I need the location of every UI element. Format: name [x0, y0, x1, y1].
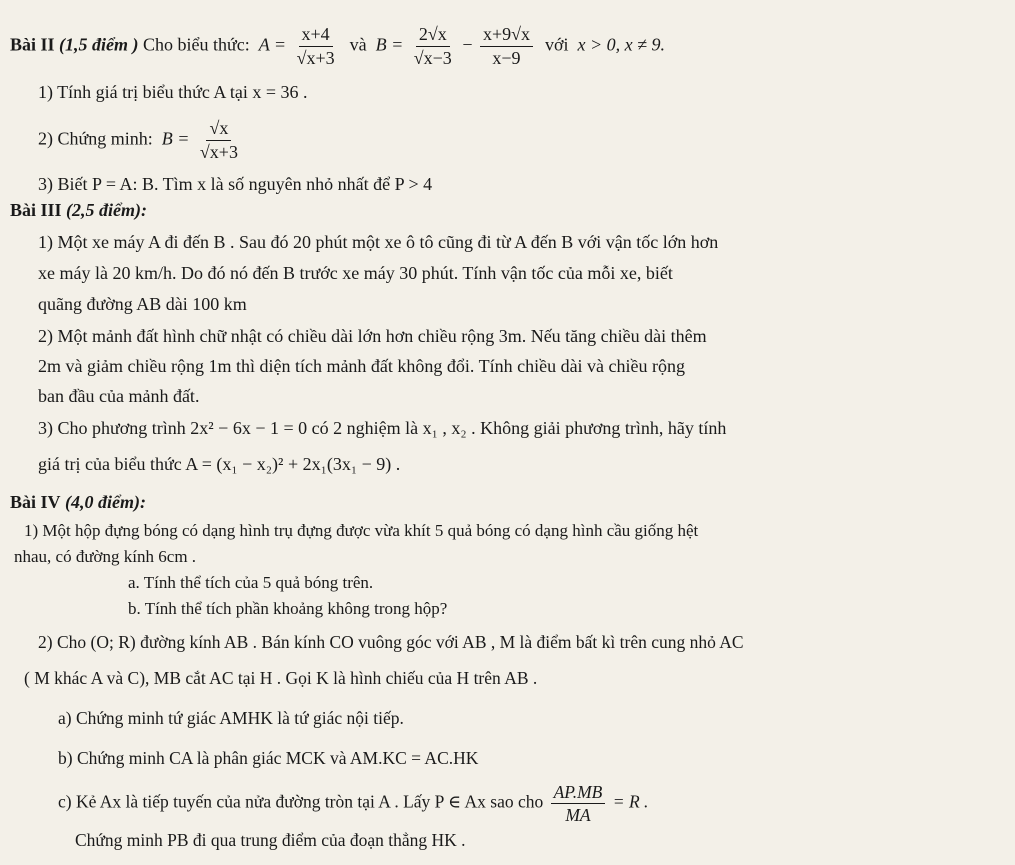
- bai3-p2-line1: 2) Một mảnh đất hình chữ nhật có chiều dài lớn hơn chiều rộng 3m. Nếu tăng chiều dài thêm: [38, 326, 707, 346]
- expr-A-lhs: A =: [258, 34, 287, 55]
- bai4-p1a: a. Tính thể tích của 5 quả bóng trên.: [128, 573, 374, 592]
- expr-B-numerator-2: x+9√x: [480, 24, 533, 47]
- p2c-numerator: AP.MB: [551, 782, 606, 804]
- condition-word: với: [545, 34, 569, 55]
- bai3-p1-line1: 1) Một xe máy A đi đến B . Sau đó 20 phút một xe ô tô cũng đi từ A đến B với vận tốc lớn hơn: [38, 232, 719, 252]
- q2-denominator: √x+3: [199, 141, 238, 162]
- expr-A-fraction: [294, 24, 338, 68]
- bai3-points: (2,5 điểm):: [66, 200, 148, 220]
- bai4-header-line: [10, 490, 146, 514]
- q2-lhs: B =: [161, 128, 190, 149]
- bai3-title: Bài III: [10, 200, 62, 220]
- bai4-p1b: b. Tính thể tích phần khoảng không trong hộp?: [128, 599, 448, 618]
- expr-B-fraction-2: [480, 24, 533, 68]
- bai4-title: Bài IV: [10, 492, 61, 512]
- p2c-rhs: = R .: [612, 791, 649, 812]
- expr-B-denominator-2: x−9: [492, 47, 521, 68]
- bai4-p2b: b) Chứng minh CA là phân giác MCK và AM.KC = AC.HK: [58, 748, 479, 768]
- bai2-header-line: [10, 24, 665, 68]
- q2-fraction: [197, 118, 241, 162]
- bai4-p1-line1: 1) Một hộp đựng bóng có dạng hình trụ đựng được vừa khít 5 quả bóng có dạng hình cầu giống hệt: [24, 521, 699, 540]
- bai2-q2-line: [38, 118, 244, 162]
- bai2-q1: 1) Tính giá trị biểu thức A tại x = 36 .: [38, 82, 308, 102]
- bai4-p1-line2: nhau, có đường kính 6cm .: [14, 547, 197, 566]
- bai2-intro: Cho biểu thức:: [143, 34, 250, 55]
- expr-B-fraction-1: [411, 24, 455, 68]
- bai3-p2-line3: ban đầu của mảnh đất.: [38, 386, 200, 406]
- bai4-p2c-line2: Chứng minh PB đi qua trung điểm của đoạn thẳng HK .: [75, 830, 466, 850]
- bai3-p3-line2: giá trị của biểu thức A = (x₁ − x₂)² + 2x₁(3x₁ − 9) .: [38, 454, 401, 474]
- bai2-points: (1,5 điểm ): [59, 34, 139, 55]
- bai4-p2c-text: c) Kẻ Ax là tiếp tuyến của nửa đường tròn tại A . Lấy P ∈ Ax sao cho: [58, 791, 544, 812]
- minus-sign: −: [462, 34, 473, 55]
- bai4-p2-line1: 2) Cho (O; R) đường kính AB . Bán kính CO vuông góc với AB , M là điểm bất kì trên cung nhỏ AC: [38, 632, 744, 652]
- bai4-p2a: a) Chứng minh tứ giác AMHK là tứ giác nội tiếp.: [58, 708, 404, 728]
- p2c-denominator: MA: [565, 805, 591, 826]
- expr-B-lhs: B =: [375, 34, 404, 55]
- bai4-p2c-line: [58, 782, 648, 825]
- bai4-p2-line2: ( M khác A và C), MB cắt AC tại H . Gọi K là hình chiếu của H trên AB .: [24, 668, 538, 688]
- bai3-p3-line1: 3) Cho phương trình 2x² − 6x − 1 = 0 có 2 nghiệm là x₁ , x₂ . Không giải phương trình, hãy tính: [38, 418, 727, 438]
- p2c-fraction: [551, 782, 606, 825]
- expr-A-numerator: x+4: [299, 24, 333, 47]
- expr-B-numerator-1: 2√x: [416, 24, 450, 47]
- bai2-q2-text: 2) Chứng minh:: [38, 128, 153, 149]
- expr-B-denominator-1: √x−3: [413, 47, 452, 68]
- q2-numerator: √x: [206, 118, 231, 141]
- bai3-p1-line2: xe máy là 20 km/h. Do đó nó đến B trước xe máy 30 phút. Tính vận tốc của mỗi xe, biết: [38, 263, 673, 283]
- bai3-p1-line3: quãng đường AB dài 100 km: [38, 294, 247, 314]
- bai2-title: Bài II: [10, 34, 55, 55]
- bai4-points: (4,0 điểm):: [65, 492, 146, 512]
- bai2-q3: 3) Biết P = A: B. Tìm x là số nguyên nhỏ nhất để P > 4: [38, 174, 433, 194]
- and-word: và: [349, 34, 367, 55]
- expr-A-denominator: √x+3: [296, 47, 335, 68]
- bai3-p2-line2: 2m và giảm chiều rộng 1m thì diện tích mảnh đất không đổi. Tính chiều dài và chiều rộng: [38, 356, 686, 376]
- condition: x > 0, x ≠ 9.: [577, 34, 666, 55]
- bai3-header-line: [10, 198, 147, 222]
